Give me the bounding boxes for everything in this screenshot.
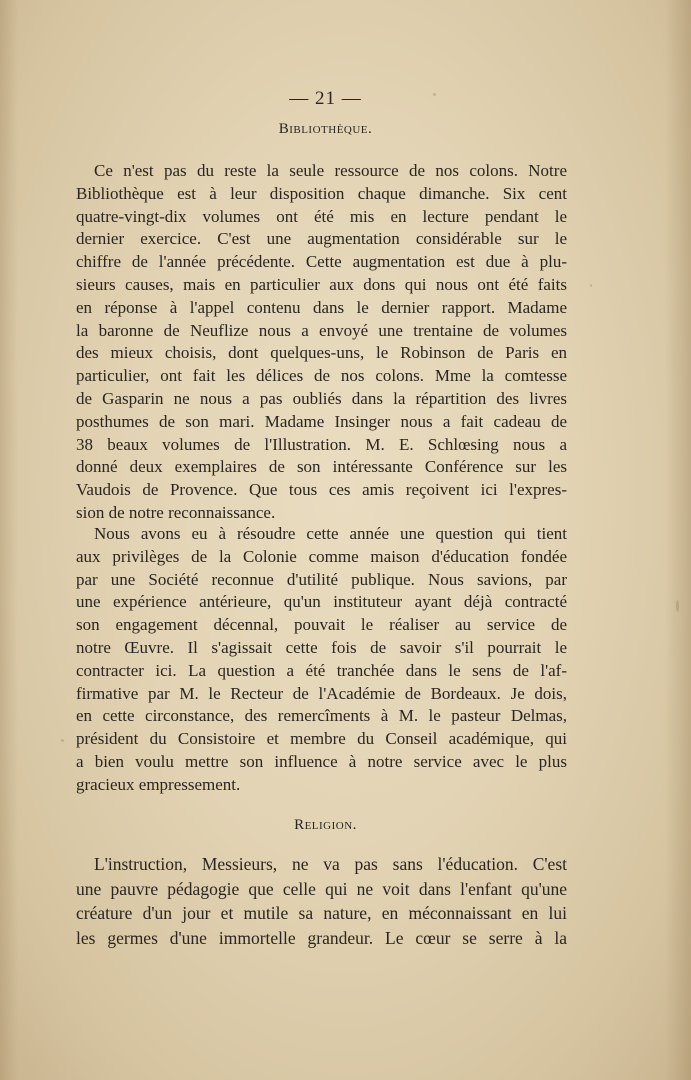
section-heading-religion: Religion. <box>294 817 357 833</box>
text-line: aux privilèges de la Colonie comme maison d'éducation fondée <box>76 546 567 566</box>
paragraph-bibliotheque-2 <box>76 523 567 797</box>
text-line: sieurs causes, mais en particulier aux dons qui nous ont été faits <box>76 274 567 294</box>
text-line: créature d'un jour et mutile sa nature, en méconnaissant en lui <box>76 903 567 923</box>
text-line: son engagement décennal, pouvait le réaliser au service de <box>76 615 567 635</box>
text-line: 38 beaux volumes de l'Illustration. M. E. Schlœsing nous a <box>76 434 567 454</box>
paper-spot <box>676 600 679 612</box>
text-line: président du Consistoire et membre du Conseil académique, qui <box>76 729 567 749</box>
section-heading-bibliotheque: Bibliothèque. <box>278 121 373 137</box>
text-line: L'instruction, Messieurs, ne va pas sans l'éducation. C'est <box>94 854 567 874</box>
page-edge-shadow-left <box>0 0 18 1080</box>
text-line: a bien voulu mettre son influence à notre service avec le plus <box>76 751 567 771</box>
text-line: sion de notre reconnaissance. <box>76 502 276 522</box>
paper-spot <box>61 739 64 742</box>
text-line: Ce n'est pas du reste la seule ressource de nos colons. Notre <box>94 161 567 180</box>
text-line: firmative par M. le Recteur de l'Académie de Bordeaux. Je dois, <box>76 683 567 703</box>
text-line: Vaudois de Provence. Que tous ces amis reçoivent ici l'expres- <box>76 480 567 500</box>
text-line: des mieux choisis, dont quelques-uns, le Robinson de Paris en <box>76 343 567 363</box>
text-line: en réponse à l'appel contenu dans le dernier rapport. Madame <box>76 297 567 317</box>
text-line: par une Société reconnue d'utilité publique. Nous savions, par <box>76 569 567 589</box>
text-line: Bibliothèque est à leur disposition chaque dimanche. Six cent <box>76 183 567 203</box>
text-line: chiffre de l'année précédente. Cette augmentation est due à plu- <box>76 252 567 272</box>
text-line: Nous avons eu à résoudre cette année une question qui tient <box>94 524 567 543</box>
text-line: une pauvre pédagogie que celle qui ne voit dans l'enfant qu'une <box>76 878 567 899</box>
text-line: quatre-vingt-dix volumes ont été mis en lecture pendant le <box>76 206 567 226</box>
page-edge-shadow-right <box>665 0 691 1080</box>
page-number: — 21 — <box>289 88 362 109</box>
text-line: notre Œuvre. Il s'agissait cette fois de savoir s'il pourrait le <box>76 637 567 657</box>
text-line: les germes d'une immortelle grandeur. Le cœur se serre à la <box>76 927 567 948</box>
paragraph-religion-1 <box>76 852 567 950</box>
text-line: la baronne de Neuflize nous a envoyé une trentaine de volumes <box>76 320 567 340</box>
text-line: particulier, ont fait les délices de nos colons. Mme la comtesse <box>76 366 567 386</box>
paper-spot <box>590 284 592 287</box>
text-line: dernier exercice. C'est une augmentation considérable sur le <box>76 229 567 249</box>
text-line: contracter ici. La question a été tranchée dans le sens de l'af- <box>76 660 567 680</box>
text-line: posthumes de son mari. Madame Insinger nous a fait cadeau de <box>76 411 567 431</box>
text-line: en cette circonstance, des remercîments à M. le pasteur Delmas, <box>76 706 567 726</box>
paragraph-bibliotheque-1 <box>76 160 567 525</box>
text-line: gracieux empressement. <box>76 774 241 794</box>
text-line: de Gasparin ne nous a pas oubliés dans la répartition des livres <box>76 388 567 408</box>
text-line: donné deux exemplaires de son intéressante Conférence sur les <box>76 457 567 477</box>
text-line: une expérience antérieure, qu'un instituteur ayant déjà contracté <box>76 592 567 612</box>
